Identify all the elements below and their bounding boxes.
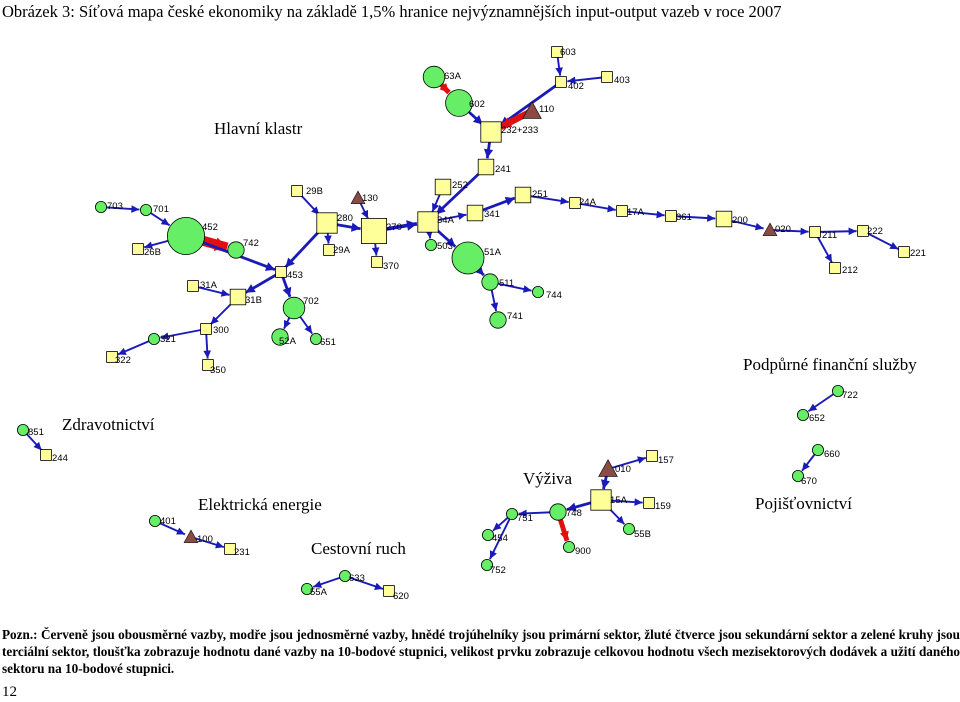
node-17A bbox=[617, 206, 645, 218]
node-402 bbox=[556, 77, 584, 92]
node-452 bbox=[167, 217, 217, 254]
node-shape-851 bbox=[17, 424, 28, 435]
node-shape-742 bbox=[228, 242, 244, 258]
node-label-29A: 29A bbox=[333, 245, 350, 256]
node-shape-744 bbox=[532, 286, 543, 297]
node-shape-211 bbox=[810, 227, 821, 238]
figure-caption: Obrázek 3: Síťová mapa české ekonomiky na základě 1,5% hranice nejvýznamnějších input-output vazeb v roce 2007 bbox=[2, 2, 782, 21]
node-label-703: 703 bbox=[107, 201, 123, 212]
node-shape-361 bbox=[666, 211, 677, 222]
node-shape-703 bbox=[95, 201, 106, 212]
node-label-24A: 24A bbox=[579, 197, 596, 208]
page-number: 12 bbox=[2, 684, 17, 700]
node-34A bbox=[418, 212, 455, 232]
node-shape-403 bbox=[602, 72, 613, 83]
node-label-744: 744 bbox=[546, 290, 562, 301]
node-label-222: 222 bbox=[867, 226, 883, 237]
node-shape-212 bbox=[830, 263, 841, 274]
node-label-300: 300 bbox=[213, 325, 229, 336]
node-703 bbox=[95, 201, 122, 213]
node-shape-15A bbox=[591, 490, 611, 510]
node-label-221: 221 bbox=[910, 248, 926, 259]
node-231 bbox=[225, 544, 250, 558]
node-label-110: 110 bbox=[539, 104, 555, 115]
node-label-212: 212 bbox=[842, 265, 858, 276]
node-shape-63A bbox=[423, 66, 445, 88]
node-232+233 bbox=[481, 122, 538, 142]
node-label-63A: 63A bbox=[444, 71, 461, 82]
figure-note: Pozn.: Červeně jsou obousměrné vazby, modře jsou jednosměrné vazby, hnědé trojúhelníky jsou primární sektor, žluté čtverce jsou sekundární sektor a zelené kruhy jsou terciální sektor, tloušťka zobrazuje hodnotu dané vazby na 10-bodové stupnici, velikost prvku zobrazuje celkovou hodnotu všech mezisektorových dodávek a užití daného sektoru na 10-bodové stupnici. bbox=[2, 627, 960, 676]
node-label-010: 010 bbox=[615, 464, 631, 475]
node-100 bbox=[184, 530, 213, 545]
node-label-603: 603 bbox=[560, 47, 576, 58]
node-label-851: 851 bbox=[28, 427, 44, 438]
node-shape-270 bbox=[361, 218, 386, 243]
node-shape-251 bbox=[515, 187, 531, 203]
node-label-232+233: 232+233 bbox=[501, 125, 539, 136]
node-label-361: 361 bbox=[676, 212, 692, 223]
node-742 bbox=[228, 238, 259, 258]
node-shape-55B bbox=[623, 523, 634, 534]
node-shape-401 bbox=[149, 515, 160, 526]
node-label-29B: 29B bbox=[306, 186, 323, 197]
node-251 bbox=[515, 187, 548, 203]
node-660 bbox=[812, 444, 839, 460]
node-label-231: 231 bbox=[234, 547, 250, 558]
node-label-241: 241 bbox=[495, 164, 511, 175]
cluster-label-health: Zdravotnictví bbox=[62, 415, 155, 434]
node-label-55B: 55B bbox=[634, 529, 651, 540]
node-shape-321 bbox=[148, 333, 159, 344]
node-157 bbox=[647, 451, 674, 466]
cluster-label-energy: Elektrická energie bbox=[198, 495, 322, 514]
network-map bbox=[0, 30, 960, 610]
node-label-511: 511 bbox=[499, 278, 515, 289]
node-label-454: 454 bbox=[492, 533, 508, 544]
node-shape-31A bbox=[188, 281, 199, 292]
node-shape-402 bbox=[556, 77, 567, 88]
node-label-670: 670 bbox=[801, 476, 817, 487]
node-270 bbox=[361, 218, 401, 243]
node-label-322: 322 bbox=[115, 355, 131, 366]
node-shape-31B bbox=[230, 289, 246, 305]
node-label-55A: 55A bbox=[310, 587, 327, 598]
node-851 bbox=[17, 424, 43, 438]
node-602 bbox=[446, 90, 485, 117]
node-361 bbox=[666, 211, 692, 223]
node-300 bbox=[201, 324, 229, 336]
node-752 bbox=[481, 559, 505, 576]
node-label-51A: 51A bbox=[484, 247, 501, 258]
node-label-453: 453 bbox=[287, 270, 303, 281]
node-453 bbox=[276, 267, 303, 281]
node-label-403: 403 bbox=[614, 75, 630, 86]
edge-layer bbox=[23, 52, 898, 590]
node-652 bbox=[797, 409, 824, 424]
node-shape-652 bbox=[797, 409, 808, 420]
node-shape-370 bbox=[372, 257, 383, 268]
node-shape-741 bbox=[490, 312, 506, 328]
node-label-748: 748 bbox=[566, 508, 582, 519]
cluster-label-finance: Podpůrné finanční služby bbox=[743, 355, 917, 374]
node-370 bbox=[372, 257, 399, 272]
node-shape-157 bbox=[647, 451, 658, 462]
node-shape-51A bbox=[452, 242, 484, 274]
node-label-17A: 17A bbox=[627, 207, 644, 218]
node-label-752: 752 bbox=[490, 565, 506, 576]
node-shape-511 bbox=[482, 274, 498, 290]
node-shape-300 bbox=[201, 324, 212, 335]
node-label-270: 270 bbox=[386, 222, 402, 233]
node-label-321: 321 bbox=[160, 334, 176, 345]
node-label-020: 020 bbox=[775, 224, 791, 235]
node-670 bbox=[792, 470, 816, 487]
node-label-503: 503 bbox=[437, 241, 453, 252]
node-shape-280 bbox=[317, 213, 337, 233]
node-401 bbox=[149, 515, 175, 527]
node-label-341: 341 bbox=[484, 209, 500, 220]
node-label-52A: 52A bbox=[279, 336, 296, 347]
node-633 bbox=[339, 570, 364, 584]
node-label-26B: 26B bbox=[144, 247, 161, 258]
node-280 bbox=[317, 213, 353, 233]
node-label-652: 652 bbox=[809, 413, 825, 424]
node-label-741: 741 bbox=[507, 311, 523, 322]
node-label-31A: 31A bbox=[200, 280, 217, 291]
node-shape-34A bbox=[418, 212, 438, 232]
node-52A bbox=[272, 329, 297, 347]
node-51A bbox=[452, 242, 502, 274]
node-shape-341 bbox=[467, 205, 483, 221]
node-layer bbox=[17, 47, 925, 602]
node-31B bbox=[230, 289, 262, 306]
node-label-251: 251 bbox=[532, 189, 548, 200]
node-010 bbox=[599, 460, 631, 477]
node-252 bbox=[435, 179, 468, 195]
node-label-701: 701 bbox=[153, 204, 169, 215]
node-label-722: 722 bbox=[842, 390, 858, 401]
node-shape-159 bbox=[644, 498, 655, 509]
node-label-350: 350 bbox=[210, 365, 226, 376]
node-341 bbox=[467, 205, 500, 221]
node-label-620: 620 bbox=[393, 591, 409, 602]
node-shape-100 bbox=[184, 530, 198, 542]
node-label-402: 402 bbox=[568, 81, 584, 92]
node-label-742: 742 bbox=[243, 238, 259, 249]
node-350 bbox=[203, 360, 226, 376]
node-shape-748 bbox=[550, 504, 566, 520]
node-label-633: 633 bbox=[349, 573, 365, 584]
node-label-31B: 31B bbox=[245, 295, 262, 306]
cluster-label-tourism: Cestovní ruch bbox=[311, 539, 406, 558]
node-label-211: 211 bbox=[822, 230, 838, 241]
node-label-280: 280 bbox=[337, 213, 353, 224]
node-label-702: 702 bbox=[303, 296, 319, 307]
node-55B bbox=[623, 523, 651, 540]
cluster-label-food: Výživa bbox=[523, 469, 573, 488]
node-31A bbox=[188, 280, 218, 291]
node-label-159: 159 bbox=[655, 501, 671, 512]
node-shape-660 bbox=[812, 444, 823, 455]
node-321 bbox=[148, 333, 175, 345]
node-shape-751 bbox=[506, 508, 517, 519]
node-shape-29B bbox=[292, 186, 303, 197]
node-label-252: 252 bbox=[452, 180, 468, 191]
node-shape-221 bbox=[899, 247, 910, 258]
node-403 bbox=[602, 72, 630, 86]
node-shape-200 bbox=[716, 211, 732, 227]
node-label-370: 370 bbox=[383, 261, 399, 272]
node-label-34A: 34A bbox=[437, 215, 454, 226]
node-741 bbox=[490, 311, 523, 328]
node-701 bbox=[140, 204, 168, 216]
node-label-244: 244 bbox=[52, 453, 68, 464]
node-900 bbox=[563, 541, 590, 557]
node-159 bbox=[644, 498, 671, 512]
cluster-label-main: Hlavní klastr bbox=[214, 119, 303, 138]
node-label-130: 130 bbox=[362, 193, 378, 204]
node-211 bbox=[810, 227, 838, 241]
node-shape-26B bbox=[133, 244, 144, 255]
node-shape-701 bbox=[140, 204, 151, 215]
node-shape-252 bbox=[435, 179, 451, 195]
node-label-157: 157 bbox=[658, 455, 674, 466]
node-label-651: 651 bbox=[320, 337, 336, 348]
node-110 bbox=[523, 102, 554, 119]
node-label-100: 100 bbox=[197, 534, 213, 545]
node-244 bbox=[41, 450, 68, 464]
node-503 bbox=[425, 239, 452, 252]
node-shape-900 bbox=[563, 541, 574, 552]
node-label-602: 602 bbox=[469, 99, 485, 110]
cluster-label-insurance: Pojišťovnictví bbox=[755, 494, 852, 513]
node-shape-453 bbox=[276, 267, 287, 278]
node-722 bbox=[832, 385, 857, 401]
node-603 bbox=[552, 47, 576, 58]
node-15A bbox=[591, 490, 628, 510]
node-shape-702 bbox=[283, 297, 305, 319]
node-shape-503 bbox=[425, 239, 436, 250]
node-shape-244 bbox=[41, 450, 52, 461]
node-shape-17A bbox=[617, 206, 628, 217]
node-label-751: 751 bbox=[517, 513, 533, 524]
node-shape-232+233 bbox=[481, 122, 501, 142]
node-24A bbox=[570, 197, 597, 208]
node-212 bbox=[830, 263, 858, 276]
node-29A bbox=[324, 245, 351, 256]
node-130 bbox=[351, 191, 378, 204]
node-shape-452 bbox=[167, 217, 204, 254]
node-221 bbox=[899, 247, 926, 259]
node-label-452: 452 bbox=[202, 222, 218, 233]
node-29B bbox=[292, 186, 323, 197]
node-751 bbox=[506, 508, 532, 524]
node-shape-241 bbox=[478, 159, 494, 175]
node-744 bbox=[532, 286, 561, 301]
node-label-401: 401 bbox=[160, 516, 176, 527]
node-020 bbox=[763, 223, 791, 235]
node-label-15A: 15A bbox=[610, 495, 627, 506]
node-702 bbox=[283, 296, 319, 319]
node-200 bbox=[716, 211, 748, 227]
node-620 bbox=[384, 586, 409, 602]
node-label-200: 200 bbox=[732, 215, 748, 226]
node-222 bbox=[858, 226, 883, 237]
node-511 bbox=[482, 274, 514, 290]
node-label-900: 900 bbox=[575, 546, 591, 557]
node-651 bbox=[310, 333, 335, 348]
node-label-660: 660 bbox=[824, 449, 840, 460]
node-241 bbox=[478, 159, 511, 175]
